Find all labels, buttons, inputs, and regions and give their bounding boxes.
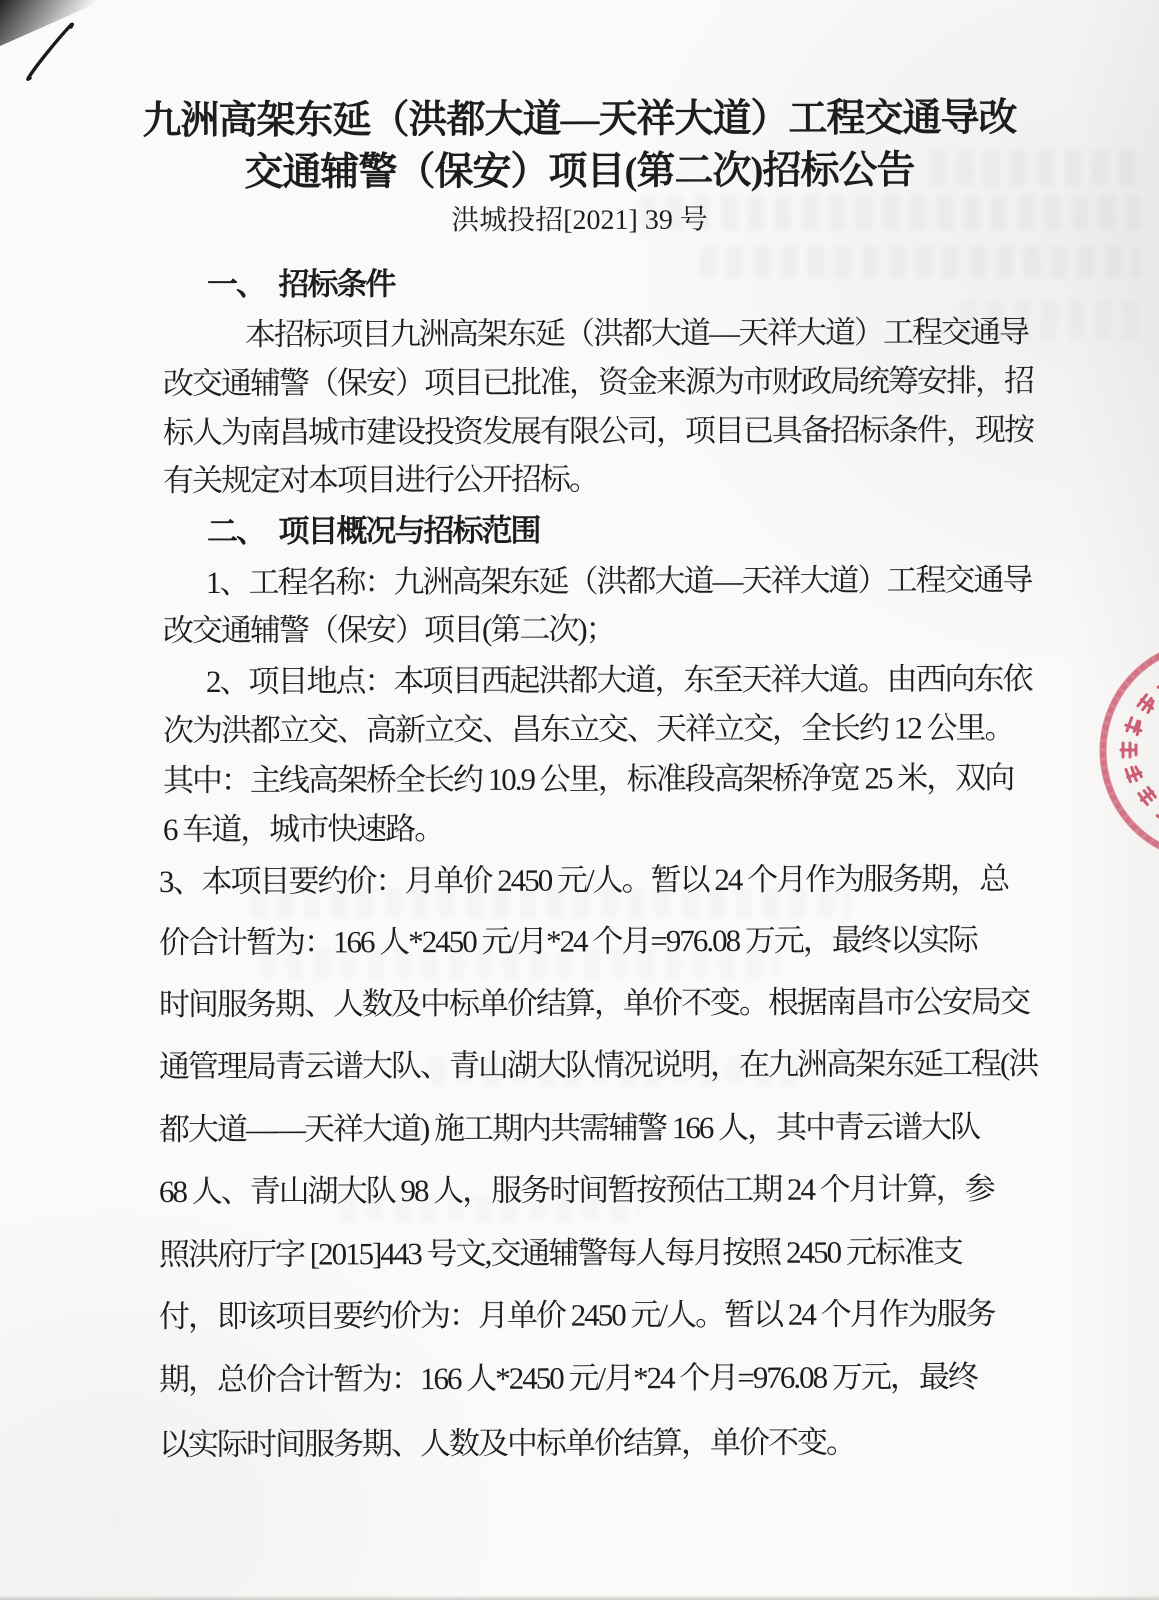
paragraph-line: 都大道——天祥大道) 施工期内共需辅警 166 人，其中青云谱大队 <box>158 1109 980 1147</box>
paragraph-line: 有关规定对本项目进行公开招标。 <box>162 461 599 498</box>
paragraph-line: 2、项目地点：本项目西起洪都大道，东至天祥大道。由西向东依 <box>205 661 1032 699</box>
paragraph-line: 时间服务期、人数及中标单价结算，单价不变。根据南昌市公安局交 <box>158 983 1030 1022</box>
scan-bottom-edge <box>0 1595 1159 1600</box>
paragraph-line: 1、工程名称：九洲高架东延（洪都大道—天祥大道）工程交通导 <box>205 562 1032 600</box>
paragraph-line: 标人为南昌城市建设投资发展有限公司，项目已具备招标条件，现按 <box>162 411 1034 450</box>
bleedthrough-smudge <box>700 246 1140 278</box>
paragraph-line: 通管理局青云谱大队、青山湖大队情况说明，在九洲高架东延工程(洪 <box>158 1045 1038 1084</box>
official-red-seal <box>1035 600 1159 900</box>
paragraph-line: 改交通辅警（保安）项目已批准，资金来源为市财政局统筹安排，招 <box>162 362 1034 401</box>
paragraph-line: 68 人、青山湖大队 98 人，服务时间暂按预估工期 24 个月计算，参 <box>158 1171 994 1209</box>
paragraph-line: 改交通辅警（保安）项目(第二次)； <box>162 611 615 648</box>
paragraph-line: 以实际时间服务期、人数及中标单价结算，单价不变。 <box>158 1424 856 1462</box>
doc-number: 洪城投招[2021] 39 号 <box>451 204 708 237</box>
pen-checkmark <box>14 10 94 90</box>
paragraph-line: 本招标项目九洲高架东延（洪都大道—天祥大道）工程交通导 <box>244 314 1029 352</box>
paragraph-line: 价合计暂为：166 人*2450 元/月*24 个月=976.08 万元，最终以实际 <box>158 922 977 960</box>
section1-heading: 一、 招标条件 <box>206 266 395 302</box>
document-title-line2: 交通辅警（保安）项目(第二次)招标公告 <box>244 148 915 195</box>
paragraph-line: 6 车道，城市快速路。 <box>162 811 444 847</box>
paragraph-line: 照洪府厅字 [2015]443 号文,交通辅警每人每月按照 2450 元标准支 <box>158 1234 962 1272</box>
paragraph-line: 付，即该项目要约价为：月单价 2450 元/人。暂以 24 个月作为服务 <box>158 1296 995 1334</box>
paragraph-line: 3、本项目要约价：月单价 2450 元/人。暂以 24 个月作为服务期，总 <box>158 861 1009 899</box>
document-title-line1: 九洲高架东延（洪都大道—天祥大道）工程交通导改 <box>142 96 1017 143</box>
paragraph-line: 次为洪都立交、高新立交、昌东立交、天祥立交，全长约 12 公里。 <box>162 710 1014 748</box>
section2-heading: 二、 项目概况与招标范围 <box>206 512 540 549</box>
paragraph-line: 期，总价合计暂为：166 人*2450 元/月*24 个月=976.08 万元，最终 <box>158 1359 977 1397</box>
paragraph-line: 其中：主线高架桥全长约 10.9 公里，标准段高架桥净宽 25 米，双向 <box>162 760 1014 798</box>
